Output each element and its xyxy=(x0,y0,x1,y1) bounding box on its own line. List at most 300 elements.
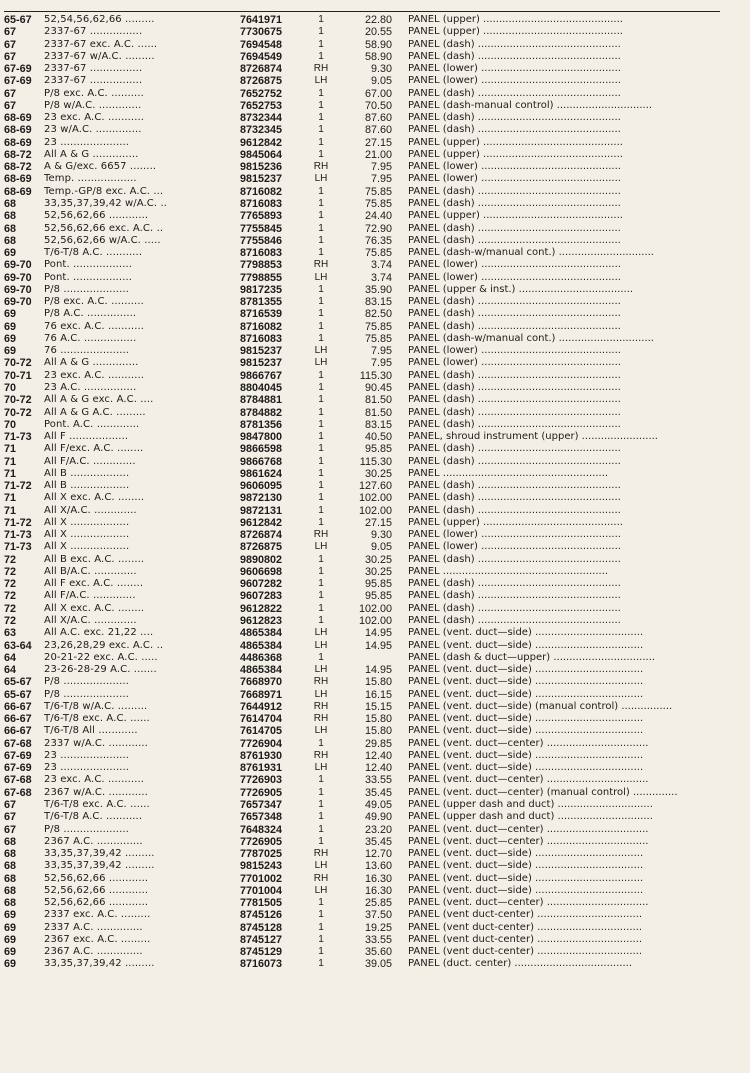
row-models: 23 exc. A.C. ........... xyxy=(44,369,145,381)
row-year: 64 xyxy=(4,651,17,664)
row-quantity: 1 xyxy=(318,553,324,565)
row-quantity: 1 xyxy=(318,197,324,209)
row-quantity: 1 xyxy=(318,504,324,516)
row-models: All B .................. xyxy=(44,467,130,479)
row-models: All F exc. A.C. ........ xyxy=(44,578,144,590)
row-year: 72 xyxy=(4,615,17,628)
row-price: 83.15 xyxy=(364,418,392,431)
row-price: 75.85 xyxy=(364,320,392,333)
row-description: PANEL (dash) ............................................. xyxy=(408,615,621,627)
row-models: P/8 .................... xyxy=(44,676,129,688)
row-price: 20.55 xyxy=(364,26,392,39)
list-item xyxy=(4,750,720,762)
row-description: PANEL (dash) ............................................. xyxy=(408,590,621,602)
row-price: 21.00 xyxy=(364,148,392,161)
row-part-number: 7668971 xyxy=(240,688,283,701)
row-year: 68 xyxy=(4,872,17,885)
row-part-number: 8716539 xyxy=(240,308,283,321)
row-price: 30.25 xyxy=(364,553,392,566)
row-description: PANEL (dash) ............................................. xyxy=(408,455,621,467)
list-item xyxy=(4,774,720,786)
row-quantity: 1 xyxy=(318,909,324,921)
row-models: All X/A.C. ............. xyxy=(44,504,137,516)
row-year: 68 xyxy=(4,860,17,873)
row-part-number: 8716082 xyxy=(240,320,283,333)
parts-list xyxy=(4,14,720,971)
row-year: 68 xyxy=(4,222,17,235)
list-item xyxy=(4,112,720,124)
row-part-number: 9872131 xyxy=(240,504,283,517)
row-year: 71-73 xyxy=(4,431,32,444)
row-description: PANEL (dash) ............................................. xyxy=(408,492,621,504)
row-year: 70 xyxy=(4,418,17,431)
row-part-number: 9815236 xyxy=(240,161,283,174)
row-price: 27.15 xyxy=(364,136,392,149)
row-models: 2367 A.C. .............. xyxy=(44,946,143,958)
row-price: 83.15 xyxy=(364,296,392,309)
row-year: 69 xyxy=(4,909,17,922)
row-description: PANEL (lower) ............................................ xyxy=(408,541,621,553)
row-year: 65-67 xyxy=(4,688,32,701)
row-quantity: 1 xyxy=(318,431,324,443)
row-quantity: LH xyxy=(314,173,328,185)
row-models: All A & G .............. xyxy=(44,148,139,160)
list-item xyxy=(4,51,720,63)
row-description: PANEL (upper & inst.) .................................... xyxy=(408,283,634,295)
row-models: 33,35,37,39,42 ......... xyxy=(44,860,155,872)
row-models: 52,54,56,62,66 ......... xyxy=(44,14,155,25)
row-description: PANEL (dash) ............................................. xyxy=(408,320,621,332)
row-year: 67 xyxy=(4,823,17,836)
list-item xyxy=(4,468,720,480)
row-description: PANEL (upper) ............................................ xyxy=(408,148,623,160)
row-quantity: 1 xyxy=(318,811,324,823)
row-price: 35.90 xyxy=(364,283,392,296)
row-description: PANEL .................................................... xyxy=(408,467,609,479)
row-part-number: 8784881 xyxy=(240,394,283,407)
row-quantity: LH xyxy=(314,345,328,357)
row-price: 76.35 xyxy=(364,234,392,247)
list-item xyxy=(4,860,720,872)
row-price: 75.85 xyxy=(364,247,392,260)
row-price: 13.60 xyxy=(364,860,392,873)
list-item xyxy=(4,26,720,38)
row-year: 69 xyxy=(4,946,17,959)
row-description: PANEL (vent. duct—side) .................................. xyxy=(408,725,644,737)
row-quantity: LH xyxy=(314,541,328,553)
row-models: 76 A.C. ................ xyxy=(44,332,137,344)
row-year: 65-67 xyxy=(4,14,32,26)
row-description: PANEL (vent. duct—side) .................................. xyxy=(408,639,644,651)
row-price: 30.25 xyxy=(364,467,392,480)
row-price: 7.95 xyxy=(370,345,392,358)
row-models: 2367 A.C. .............. xyxy=(44,835,143,847)
row-year: 70-72 xyxy=(4,406,32,419)
row-price: 49.05 xyxy=(364,799,392,811)
list-item xyxy=(4,14,720,26)
row-year: 71-73 xyxy=(4,541,32,554)
row-price: 72.90 xyxy=(364,222,392,235)
row-part-number: 9612842 xyxy=(240,136,283,149)
row-quantity: LH xyxy=(314,725,328,737)
row-quantity: RH xyxy=(313,749,329,761)
row-description: PANEL (vent duct-center) ................................. xyxy=(408,933,643,945)
row-year: 68-69 xyxy=(4,136,32,149)
list-item xyxy=(4,529,720,541)
row-part-number: 7765893 xyxy=(240,210,283,223)
row-year: 72 xyxy=(4,602,17,615)
row-description: PANEL (vent. duct—side) .................................. xyxy=(408,688,644,700)
row-description: PANEL (vent. duct—center) ................................ xyxy=(408,835,649,847)
row-price: 39.05 xyxy=(364,958,392,971)
row-year: 67 xyxy=(4,811,17,824)
row-year: 72 xyxy=(4,590,17,603)
row-models: 52,56,62,66 w/A.C. ..... xyxy=(44,234,161,246)
row-description: PANEL (vent. duct—center) ................................ xyxy=(408,737,649,749)
row-models: P/8 .................... xyxy=(44,823,129,835)
row-description: PANEL (lower) ............................................ xyxy=(408,345,621,357)
row-models: 52,56,62,66 ............ xyxy=(44,884,149,896)
row-quantity: RH xyxy=(313,713,329,725)
row-year: 67 xyxy=(4,38,17,51)
row-year: 67 xyxy=(4,50,17,63)
row-quantity: 1 xyxy=(318,320,324,332)
list-item xyxy=(4,799,720,811)
row-part-number: 8732344 xyxy=(240,112,283,125)
row-description: PANEL (vent. duct—side) (manual control) ................ xyxy=(408,700,673,712)
row-quantity: 1 xyxy=(318,136,324,148)
row-year: 71-73 xyxy=(4,529,32,542)
list-item xyxy=(4,492,720,504)
list-item xyxy=(4,345,720,357)
row-part-number: 8745127 xyxy=(240,933,283,946)
row-price: 9.30 xyxy=(370,63,392,76)
row-quantity: 1 xyxy=(318,823,324,835)
row-quantity: 1 xyxy=(318,786,324,798)
row-description: PANEL (dash) ............................................. xyxy=(408,87,621,99)
row-models: 23 exc. A.C. ........... xyxy=(44,774,145,786)
row-models: All B .................. xyxy=(44,480,130,492)
row-models: All A & G A.C. ......... xyxy=(44,406,146,418)
row-price: 35.45 xyxy=(364,835,392,848)
row-year: 71 xyxy=(4,504,17,517)
row-description: PANEL (lower) ............................................ xyxy=(408,161,621,173)
row-models: Pont. .................. xyxy=(44,271,133,283)
row-description: PANEL (lower) ............................................ xyxy=(408,357,621,369)
row-models: 2337 w/A.C. ............ xyxy=(44,737,148,749)
row-year: 70 xyxy=(4,381,17,394)
row-year: 63-64 xyxy=(4,639,32,652)
row-part-number: 4865384 xyxy=(240,664,283,677)
row-year: 69-70 xyxy=(4,271,32,284)
row-part-number: 8716083 xyxy=(240,197,283,210)
row-quantity: RH xyxy=(313,700,329,712)
row-models: Temp. .................. xyxy=(44,173,137,185)
row-part-number: 8716083 xyxy=(240,332,283,345)
row-description: PANEL (dash) ............................................. xyxy=(408,443,621,455)
row-year: 68 xyxy=(4,210,17,223)
list-item xyxy=(4,296,720,308)
list-item xyxy=(4,100,720,112)
list-item xyxy=(4,701,720,713)
row-description: PANEL (dash) ............................................. xyxy=(408,308,621,320)
row-quantity: 1 xyxy=(318,737,324,749)
row-year: 68-69 xyxy=(4,124,32,137)
list-item xyxy=(4,787,720,799)
list-item xyxy=(4,198,720,210)
list-item xyxy=(4,689,720,701)
row-quantity: RH xyxy=(313,161,329,173)
row-year: 69-70 xyxy=(4,283,32,296)
row-description: PANEL (dash) ............................................. xyxy=(408,553,621,565)
row-quantity: 1 xyxy=(318,958,324,970)
row-price: 33.55 xyxy=(364,774,392,787)
row-price: 115.30 xyxy=(359,455,392,468)
row-part-number: 7755845 xyxy=(240,222,283,235)
row-part-number: 9815243 xyxy=(240,860,283,873)
row-price: 127.60 xyxy=(358,480,392,493)
list-item xyxy=(4,357,720,369)
row-year: 71-72 xyxy=(4,480,32,493)
list-item xyxy=(4,848,720,860)
row-part-number: 7781505 xyxy=(240,897,283,910)
row-quantity: 1 xyxy=(318,26,324,38)
row-quantity: 1 xyxy=(318,222,324,234)
row-part-number: 8761931 xyxy=(240,762,283,775)
row-year: 63 xyxy=(4,627,17,640)
row-description: PANEL (dash) ............................................. xyxy=(408,381,621,393)
row-quantity: 1 xyxy=(318,332,324,344)
row-description: PANEL (vent. duct—side) .................................. xyxy=(408,848,644,860)
row-year: 67-69 xyxy=(4,762,32,775)
row-models: P/8 .................... xyxy=(44,688,129,700)
row-price: 87.60 xyxy=(364,112,392,125)
row-models: All A & G .............. xyxy=(44,357,139,369)
list-item xyxy=(4,578,720,590)
row-models: All X .................. xyxy=(44,529,130,541)
row-description: PANEL (dash) ............................................. xyxy=(408,197,621,209)
row-quantity: 1 xyxy=(318,394,324,406)
row-description: PANEL (upper) ............................................ xyxy=(408,516,623,528)
row-part-number: 9606698 xyxy=(240,565,283,578)
list-item xyxy=(4,640,720,652)
row-part-number: 7614705 xyxy=(240,725,283,738)
list-item xyxy=(4,186,720,198)
row-part-number: 7652753 xyxy=(240,99,283,112)
row-year: 70-72 xyxy=(4,394,32,407)
row-description: PANEL (dash) ............................................. xyxy=(408,234,621,246)
list-item xyxy=(4,39,720,51)
list-item xyxy=(4,958,720,970)
row-price: 49.90 xyxy=(364,811,392,824)
row-quantity: 1 xyxy=(318,578,324,590)
row-part-number: 8726875 xyxy=(240,75,283,88)
row-price: 115.30 xyxy=(359,369,392,382)
row-description: PANEL (lower) ............................................ xyxy=(408,259,621,271)
row-quantity: 1 xyxy=(318,50,324,62)
list-item xyxy=(4,824,720,836)
row-description: PANEL (dash) ............................................. xyxy=(408,185,621,197)
list-item xyxy=(4,713,720,725)
row-quantity: RH xyxy=(313,848,329,860)
row-year: 72 xyxy=(4,578,17,591)
list-item xyxy=(4,615,720,627)
row-models: 33,35,37,39,42 ......... xyxy=(44,958,155,970)
row-part-number: 7614704 xyxy=(240,713,283,726)
list-item xyxy=(4,124,720,136)
row-part-number: 7726905 xyxy=(240,835,283,848)
row-year: 67-69 xyxy=(4,75,32,88)
row-part-number: 8804045 xyxy=(240,381,283,394)
row-models: All F .................. xyxy=(44,431,129,443)
row-part-number: 7726903 xyxy=(240,774,283,787)
row-part-number: 8716083 xyxy=(240,247,283,260)
row-description: PANEL (vent. duct—side) .................................. xyxy=(408,713,644,725)
row-part-number: 7668970 xyxy=(240,676,283,689)
row-part-number: 8745128 xyxy=(240,921,283,934)
row-part-number: 7730675 xyxy=(240,26,283,39)
row-part-number: 9861624 xyxy=(240,467,283,480)
row-year: 64 xyxy=(4,664,17,677)
row-models: 2337-67 ................ xyxy=(44,63,143,75)
row-year: 66-67 xyxy=(4,700,32,713)
row-models: 76 ..................... xyxy=(44,345,130,357)
list-item xyxy=(4,897,720,909)
row-description: PANEL (dash) ............................................. xyxy=(408,124,621,136)
list-item xyxy=(4,873,720,885)
row-description: PANEL (lower) ............................................ xyxy=(408,173,621,185)
row-year: 68 xyxy=(4,848,17,861)
list-item xyxy=(4,738,720,750)
row-part-number: 7648324 xyxy=(240,823,283,836)
row-year: 65-67 xyxy=(4,676,32,689)
top-rule xyxy=(4,11,720,12)
list-item xyxy=(4,370,720,382)
row-description: PANEL (vent. duct—side) .................................. xyxy=(408,627,644,639)
row-part-number: 7701002 xyxy=(240,872,283,885)
row-quantity: LH xyxy=(314,884,328,896)
row-description: PANEL (vent duct-center) ................................. xyxy=(408,946,643,958)
row-part-number: 9866598 xyxy=(240,443,283,456)
row-part-number: 8732345 xyxy=(240,124,283,137)
row-year: 68 xyxy=(4,197,17,210)
row-price: 15.80 xyxy=(364,676,392,689)
row-models: 52,56,62,66 exc. A.C. .. xyxy=(44,222,164,234)
list-item xyxy=(4,394,720,406)
row-price: 27.15 xyxy=(364,516,392,529)
row-price: 7.95 xyxy=(370,161,392,174)
row-year: 69 xyxy=(4,308,17,321)
row-year: 67-69 xyxy=(4,749,32,762)
row-description: PANEL (vent. duct—center) ................................ xyxy=(408,897,649,909)
list-item xyxy=(4,922,720,934)
row-price: 14.95 xyxy=(364,627,392,640)
row-quantity: 1 xyxy=(318,615,324,627)
list-item xyxy=(4,63,720,75)
row-quantity: 1 xyxy=(318,590,324,602)
row-quantity: 1 xyxy=(318,87,324,99)
row-quantity: RH xyxy=(313,259,329,271)
row-year: 69 xyxy=(4,933,17,946)
row-price: 40.50 xyxy=(364,431,392,444)
row-models: Pont. .................. xyxy=(44,259,133,271)
row-part-number: 9817235 xyxy=(240,283,283,296)
row-quantity: 1 xyxy=(318,38,324,50)
row-quantity: LH xyxy=(314,762,328,774)
row-part-number: 9845064 xyxy=(240,148,283,161)
row-price: 3.74 xyxy=(370,259,392,272)
row-part-number: 7652752 xyxy=(240,87,283,100)
row-quantity: 1 xyxy=(318,651,324,663)
row-price: 75.85 xyxy=(364,332,392,345)
row-description: PANEL (dash) ............................................. xyxy=(408,504,621,516)
row-part-number: 8784882 xyxy=(240,406,283,419)
row-models: All X exc. A.C. ........ xyxy=(44,602,145,614)
row-part-number: 7726905 xyxy=(240,786,283,799)
row-models: P/8 w/A.C. ............. xyxy=(44,99,142,111)
row-quantity: LH xyxy=(314,357,328,369)
row-quantity: 1 xyxy=(318,467,324,479)
row-part-number: 7641971 xyxy=(240,14,283,26)
row-description: PANEL (vent. duct—center) ................................ xyxy=(408,823,649,835)
row-price: 81.50 xyxy=(364,394,392,407)
list-item xyxy=(4,419,720,431)
row-year: 69 xyxy=(4,921,17,934)
row-models: 23 exc. A.C. ........... xyxy=(44,112,145,124)
row-part-number: 7726904 xyxy=(240,737,283,750)
row-quantity: 1 xyxy=(318,148,324,160)
row-price: 7.95 xyxy=(370,357,392,370)
row-description: PANEL (vent duct-center) ................................. xyxy=(408,909,643,921)
row-price: 23.20 xyxy=(364,823,392,836)
row-models: 33,35,37,39,42 ......... xyxy=(44,848,155,860)
row-price: 16.30 xyxy=(364,872,392,885)
row-quantity: 1 xyxy=(318,296,324,308)
row-year: 72 xyxy=(4,565,17,578)
row-part-number: 9607282 xyxy=(240,578,283,591)
row-description: PANEL (vent. duct—side) .................................. xyxy=(408,762,644,774)
row-part-number: 7755846 xyxy=(240,234,283,247)
row-quantity: 1 xyxy=(318,406,324,418)
row-year: 69-70 xyxy=(4,259,32,272)
row-description: PANEL (upper) ............................................ xyxy=(408,14,623,25)
list-item xyxy=(4,934,720,946)
row-part-number: 8716073 xyxy=(240,958,283,971)
row-quantity: 1 xyxy=(318,185,324,197)
row-models: 23,26,28,29 exc. A.C. .. xyxy=(44,639,164,651)
row-description: PANEL (upper) ............................................ xyxy=(408,26,623,38)
row-price: 15.80 xyxy=(364,713,392,726)
row-quantity: 1 xyxy=(318,480,324,492)
row-description: PANEL (dash) ............................................. xyxy=(408,602,621,614)
row-models: P/8 .................... xyxy=(44,283,129,295)
row-description: PANEL (vent. duct—side) .................................. xyxy=(408,872,644,884)
row-description: PANEL (vent. duct—side) .................................. xyxy=(408,664,644,676)
row-quantity: 1 xyxy=(318,455,324,467)
row-description: PANEL (vent. duct—center) (manual control) .............. xyxy=(408,786,678,798)
row-quantity: 1 xyxy=(318,774,324,786)
row-models: P/8 A.C. ............... xyxy=(44,308,137,320)
row-description: PANEL (dash) ............................................. xyxy=(408,296,621,308)
row-year: 69 xyxy=(4,247,17,260)
row-part-number: 8761930 xyxy=(240,749,283,762)
row-description: PANEL (dash) ............................................. xyxy=(408,112,621,124)
row-year: 71 xyxy=(4,443,17,456)
row-quantity: 1 xyxy=(318,492,324,504)
row-quantity: 1 xyxy=(318,799,324,810)
row-price: 16.15 xyxy=(364,688,392,701)
list-item xyxy=(4,603,720,615)
